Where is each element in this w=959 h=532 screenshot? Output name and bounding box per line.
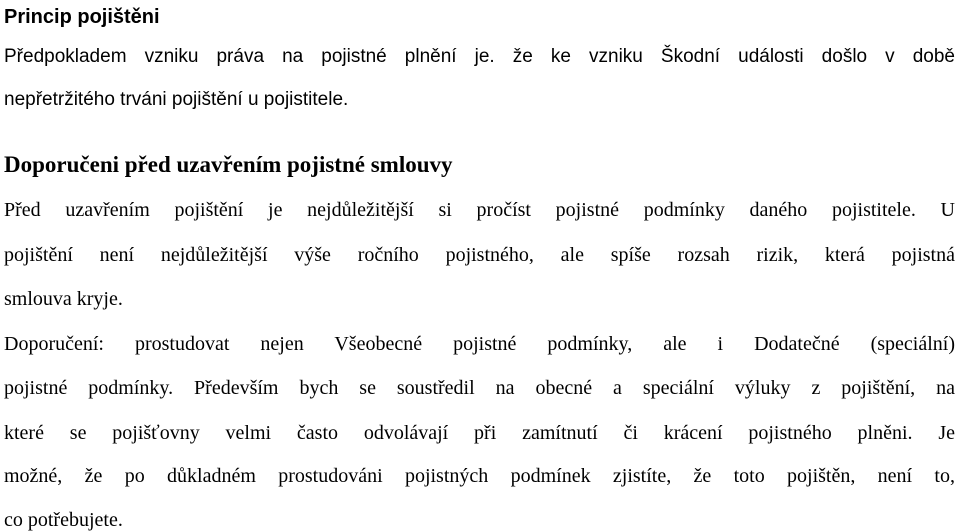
paragraph-line: co potřebujete. bbox=[4, 509, 123, 531]
paragraph-line: Doporučení: prostudovat nejen Všeobecné pojistné podmínky, ale i Dodatečné (speciální) bbox=[4, 333, 955, 355]
paragraph-line: pojistné podmínky. Především bych se soustředil na obecné a speciální výluky z pojištění, na bbox=[4, 377, 955, 399]
paragraph-line: Před uzavřením pojištění je nejdůležitější si pročíst pojistné podmínky daného pojistitele. U bbox=[4, 199, 955, 221]
paragraph-line: smlouva kryje. bbox=[4, 288, 123, 310]
section-heading-recommendations: Doporučeni před uzavřením pojistné smlouvy bbox=[4, 152, 453, 177]
paragraph-line: Předpokladem vzniku práva na pojistné plnění je. že ke vzniku Škodní události došlo v době bbox=[4, 46, 955, 67]
section-heading-principle: Princip pojištěni bbox=[4, 6, 160, 28]
paragraph-line: nepřetržitého trváni pojištění u pojistitele. bbox=[4, 89, 349, 110]
paragraph-line: pojištění není nejdůležitější výše ročního pojistného, ale spíše rozsah rizik, která pojistná bbox=[4, 244, 955, 266]
paragraph-line: možné, že po důkladném prostudováni pojistných podmínek zjistíte, že toto pojištěn, není to, bbox=[4, 465, 955, 487]
paragraph-line: které se pojišťovny velmi často odvolávají při zamítnutí či krácení pojistného plněni. Je bbox=[4, 422, 955, 444]
